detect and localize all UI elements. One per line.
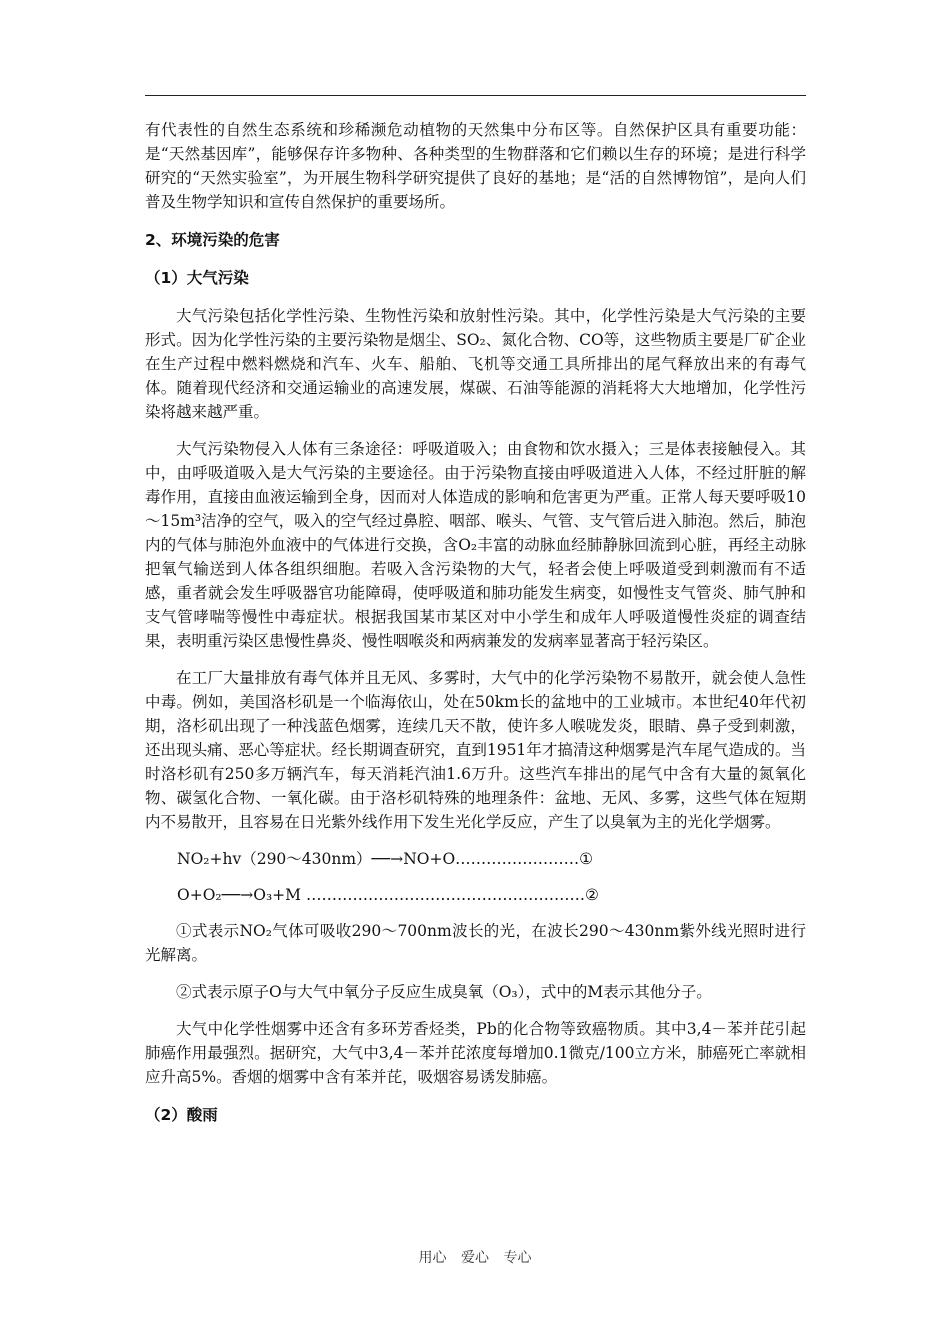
equation-2-note: ②式表示原子O与大气中氧分子反应生成臭氧（O₃），式中的M表示其他分子。	[176, 983, 712, 1001]
equation-2: O+O₂──→O₃+M ………………………………………………②	[177, 886, 599, 904]
equation-1: NO₂+hv（290～430nm）──→NO+O……………………①	[177, 850, 594, 868]
subsection-heading-acid-rain: （2）酸雨	[145, 1106, 218, 1124]
page-body	[145, 118, 806, 1141]
header-rule	[145, 95, 806, 96]
intro-paragraph: 有代表性的自然生态系统和珍稀濒危动植物的天然集中分布区等。自然保护区具有重要功能：是“天然基因库”，能够保存许多物种、各种类型的生物群落和它们赖以生存的环境；是进行科学研究的“天然实验室”，为开展生物科学研究提供了良好的基地；是“活的自然博物馆”，是向人们普及生物学知识和宣传自然保护的重要场所。	[145, 121, 806, 211]
page-footer	[0, 1247, 950, 1267]
paragraph-intake-routes: 大气污染物侵入人体有三条途径：呼吸道吸入；由食物和饮水摄入；三是体表接触侵入。其中，由呼吸道吸入是大气污染的主要途径。由于污染物直接由呼吸道进入人体，不经过肝脏的解毒作用，直接由血液运输到全身，因而对人体造成的影响和危害更为严重。正常人每天要呼吸10～15m³洁净的空气，吸入的空气经过鼻腔、咽部、喉头、气管、支气管后进入肺泡。然后，肺泡内的气体与肺泡外血液中的气体进行交换，含O₂丰富的动脉血经肺静脉回流到心脏，再经主动脉把氧气输送到人体各组织细胞。若吸入含污染物的大气，轻者会使上呼吸道受到刺激而有不适感，重者就会发生呼吸器官功能障碍，使呼吸道和肺功能发生病变，如慢性支气管炎、肺气肿和支气管哮喘等慢性中毒症状。根据我国某市某区对中小学生和成年人呼吸道慢性炎症的调查结果，表明重污染区患慢性鼻炎、慢性咽喉炎和两病兼发的发病率显著高于轻污染区。	[145, 440, 806, 650]
paragraph-los-angeles-smog: 在工厂大量排放有毒气体并且无风、多雾时，大气中的化学污染物不易散开，就会使人急性中毒。例如，美国洛杉矶是一个临海依山，处在50km长的盆地中的工业城市。本世纪40年代初期，洛杉矶出现了一种浅蓝色烟雾，连续几天不散，使许多人喉咙发炎，眼睛、鼻子受到刺激，还出现头痛、恶心等症状。经长期调查研究，直到1951年才搞清这种烟雾是汽车尾气造成的。当时洛杉矶有250多万辆汽车，每天消耗汽油1.6万升。这些汽车排出的尾气中含有大量的氮氧化物、碳氢化合物、一氧化碳。由于洛杉矶特殊的地理条件：盆地、无风、多雾，这些气体在短期内不易散开，且容易在日光紫外线作用下发生光化学反应，产生了以臭氧为主的光化学烟雾。	[145, 669, 806, 831]
footer-word: 爱心	[461, 1250, 489, 1266]
subsection-heading-air-pollution: （1）大气污染	[145, 269, 249, 287]
footer-word: 专心	[503, 1250, 532, 1266]
section-heading: 2、环境污染的危害	[145, 231, 280, 249]
equation-1-note: ①式表示NO₂气体可吸收290～700nm波长的光，在波长290～430nm紫外线光照时进行光解离。	[145, 922, 806, 964]
paragraph-air-pollution-types: 大气污染包括化学性污染、生物性污染和放射性污染。其中，化学性污染是大气污染的主要形式。因为化学性污染的主要污染物是烟尘、SO₂、氮化合物、CO等，这些物质主要是厂矿企业在生产过程中燃料燃烧和汽车、火车、船舶、飞机等交通工具所排出的尾气释放出来的有毒气体。随着现代经济和交通运输业的高速发展，煤碳、石油等能源的消耗将大大地增加，化学性污染将越来越严重。	[145, 307, 806, 421]
paragraph-carcinogens: 大气中化学性烟雾中还含有多环芳香烃类，Pb的化合物等致癌物质。其中3,4－苯并芘引起肺癌作用最强烈。据研究，大气中3,4－苯并芘浓度每增加0.1微克/100立方米，肺癌死亡率就相应升高5%。香烟的烟雾中含有苯并芘，吸烟容易诱发肺癌。	[145, 1020, 806, 1086]
footer-word: 用心	[418, 1250, 447, 1266]
